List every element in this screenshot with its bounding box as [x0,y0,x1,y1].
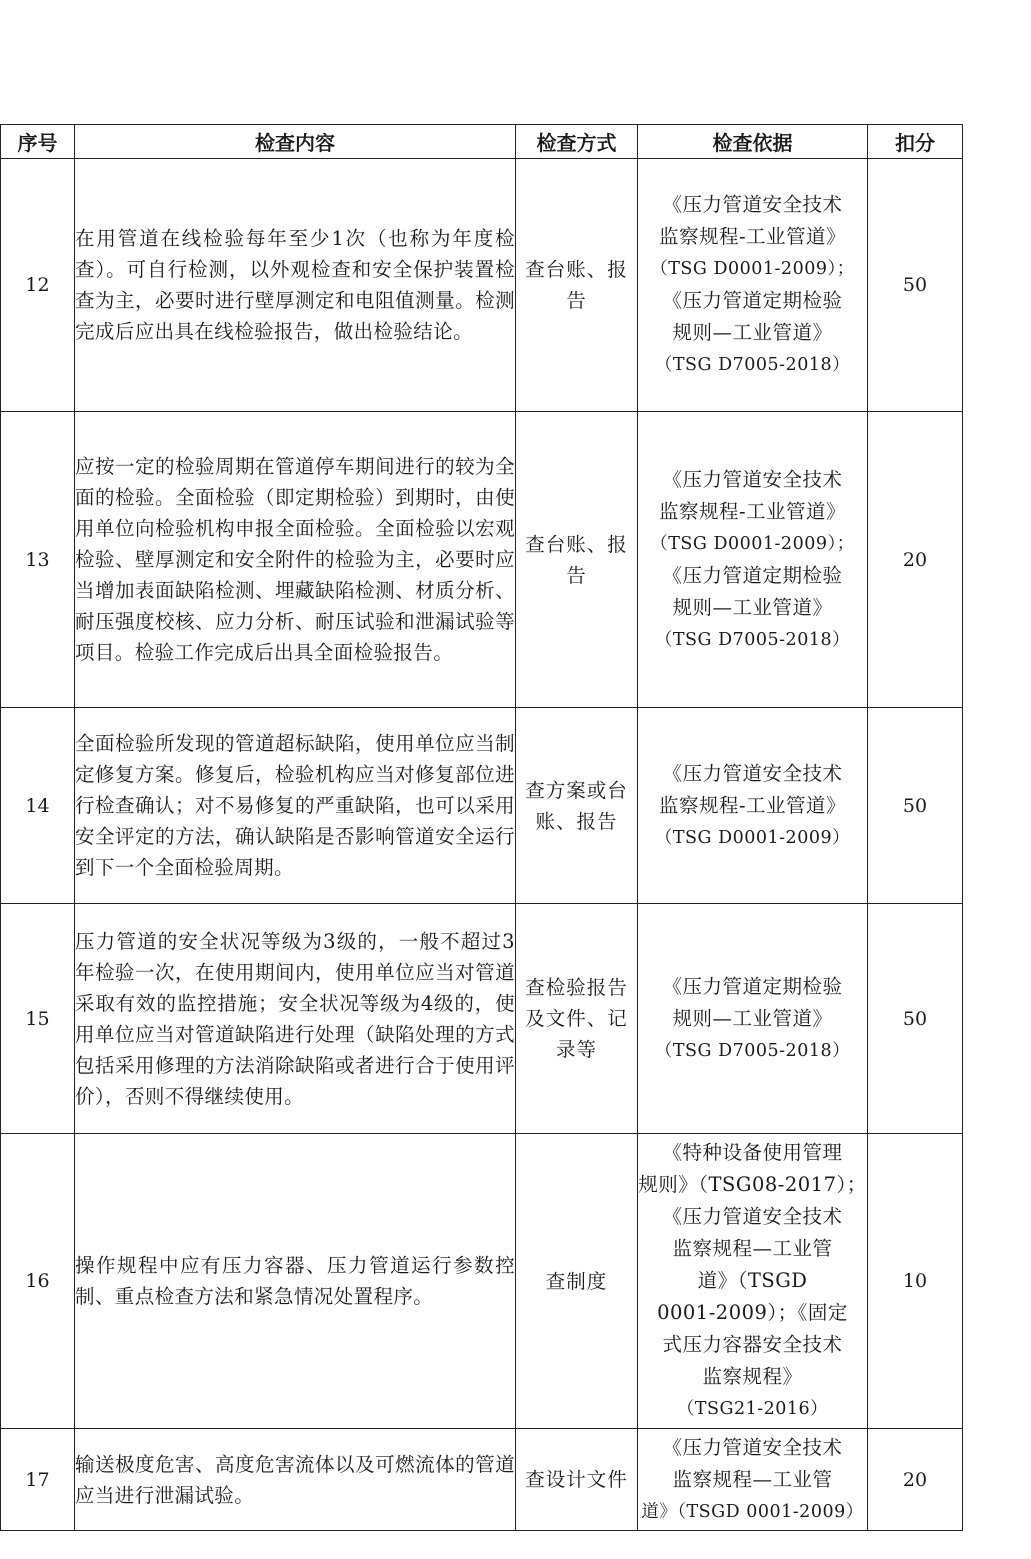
row-basis [638,904,868,1134]
header-score: 扣分 [868,125,963,159]
basis-line: 规则—工业管道》 [672,321,833,344]
basis-line: （TSG D0001-2009） [654,827,851,848]
header-content: 检查内容 [75,125,516,159]
table-row [1,904,963,1134]
basis-line: 《压力管道安全技术 [662,1205,843,1228]
row-score: 10 [868,1134,963,1429]
basis-line: 监察规程》 [702,1365,803,1388]
basis-line: 《压力管道安全技术 [662,467,843,491]
row-score: 20 [868,412,963,708]
row-method [516,1134,638,1429]
table-row [1,1429,963,1531]
row-content [75,1134,516,1429]
row-basis [638,1429,868,1531]
method-text: 查台账、报告 [525,532,628,587]
content-text: 输送极度危害、高度危害流体以及可燃流体的管道应当进行泄漏试验。 [75,1452,515,1507]
basis-line: （TSG D7005-2018） [654,629,851,650]
basis-line: 道》（TSGD [697,1269,808,1292]
basis-line: 监察规程-工业管道》 [658,793,847,817]
basis-line: 道》（TSGD 0001-2009） [641,1501,864,1522]
basis-line: （TSG21-2016） [676,1399,829,1419]
table-row [1,159,963,412]
row-method [516,412,638,708]
content-text: 应按一定的检验周期在管道停车期间进行的较为全面的检验。全面检验（即定期检验）到期时，由使用单位向检验机构申报全面检验。全面检验以宏观检验、壁厚测定和安全附件的检验为主，必要时应当增加表面缺陷检测、埋藏缺陷检测、材质分析、耐压强度校核、应力分析、耐压试验和泄漏试验等项目。检验工作完成后出具全面检验报告。 [75,455,515,664]
content-text: 在用管道在线检验每年至少1次（也称为年度检查）。可自行检测，以外观检查和安全保护装置检查为主，必要时进行壁厚测定和电阻值测量。检测完成后应出具在线检验报告，做出检验结论。 [75,227,515,343]
basis-line: （TSG D7005-2018） [654,355,851,375]
basis-line: 规则—工业管道》 [672,1006,833,1030]
basis-line: 《特种设备使用管理 [662,1141,843,1164]
row-content [75,904,516,1134]
header-method: 检查方式 [516,125,638,159]
row-basis [638,708,868,904]
row-method [516,1429,638,1531]
header-no: 序号 [1,125,75,159]
inspection-table [0,124,963,1531]
basis-line: 监察规程-工业管道》 [658,499,847,523]
method-text: 查台账、报告 [525,258,628,312]
row-method [516,159,638,412]
row-number: 15 [1,904,75,1134]
basis-line: 《压力管道定期检验 [662,289,843,312]
basis-line: 《压力管道安全技术 [662,193,843,216]
row-method [516,708,638,904]
row-score: 20 [868,1429,963,1531]
row-score: 50 [868,708,963,904]
row-method [516,904,638,1134]
basis-line: 《压力管道定期检验 [662,563,843,587]
row-basis [638,412,868,708]
content-text: 全面检验所发现的管道超标缺陷，使用单位应当制定修复方案。修复后，检验机构应当对修复部位进行检查确认；对不易修复的严重缺陷，也可以采用安全评定的方法，确认缺陷是否影响管道安全运行到下一个全面检验周期。 [75,732,515,879]
row-content [75,159,516,412]
basis-line: 规则》（TSG08-2017）； [638,1173,867,1196]
row-number: 14 [1,708,75,904]
row-content [75,412,516,708]
row-number: 12 [1,159,75,412]
table-row [1,708,963,904]
row-basis [638,1134,868,1429]
basis-line: 规则—工业管道》 [672,595,833,619]
basis-line: 《压力管道定期检验 [662,974,843,998]
table-header-row [1,125,963,159]
row-number: 13 [1,412,75,708]
table-row [1,1134,963,1429]
row-number: 16 [1,1134,75,1429]
basis-line: 0001-2009）；《固定 [657,1301,848,1324]
row-number: 17 [1,1429,75,1531]
basis-line: 《压力管道安全技术 [662,761,843,785]
method-text: 查方案或台账、报告 [525,778,628,833]
row-basis [638,159,868,412]
table-row [1,412,963,708]
basis-line: 式压力容器安全技术 [662,1333,843,1356]
header-basis: 检查依据 [638,125,868,159]
method-text: 查设计文件 [525,1468,628,1491]
row-score: 50 [868,159,963,412]
basis-line: 监察规程—工业管 [672,1467,833,1491]
basis-line: （TSG D0001-2009）； [650,533,855,554]
method-text: 查检验报告及文件、记录等 [525,976,628,1061]
basis-line: （TSG D0001-2009）； [650,259,855,279]
basis-line: 监察规程—工业管 [672,1237,833,1260]
basis-line: （TSG D7005-2018） [654,1040,851,1061]
row-content [75,708,516,904]
row-score: 50 [868,904,963,1134]
row-content [75,1429,516,1531]
content-text: 压力管道的安全状况等级为3级的，一般不超过3年检验一次，在使用期间内，使用单位应当对管道采取有效的监控措施；安全状况等级为4级的，使用单位应当对管道缺陷进行处理（缺陷处理的方式包括采用修理的方法消除缺陷或者进行合于使用评价），否则不得继续使用。 [75,929,515,1108]
content-text: 操作规程中应有压力容器、压力管道运行参数控制、重点检查方法和紧急情况处置程序。 [75,1254,515,1308]
basis-line: 监察规程-工业管道》 [658,225,847,248]
method-text: 查制度 [545,1269,608,1293]
basis-line: 《压力管道安全技术 [662,1435,843,1459]
